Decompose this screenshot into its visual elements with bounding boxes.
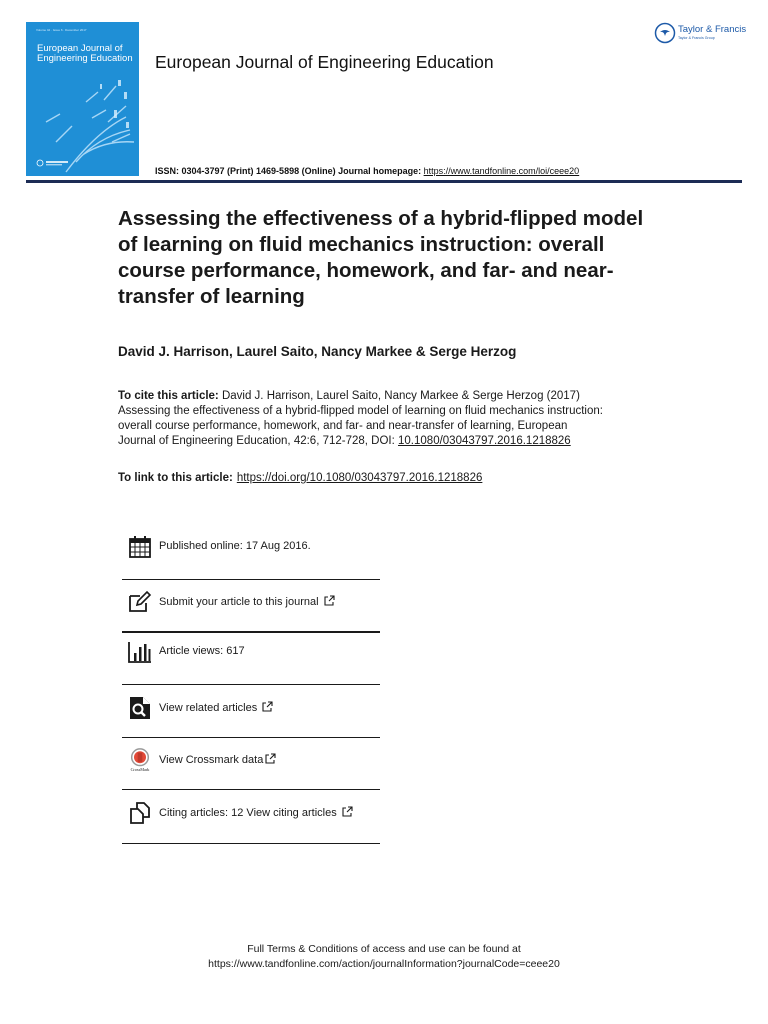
external-link-icon (342, 806, 353, 817)
citing-icon (128, 801, 152, 825)
related-articles-label: View related articles (159, 702, 258, 714)
article-authors: David J. Harrison, Laurel Saito, Nancy Markee & Serge Herzog (118, 344, 517, 359)
info-divider (122, 579, 380, 580)
info-divider (122, 684, 380, 685)
journal-cover-image (26, 22, 139, 176)
citing-articles-row[interactable] (122, 793, 380, 833)
cover-artwork (26, 22, 139, 176)
publisher-name: Taylor & Francis (678, 24, 747, 35)
article-doi-url[interactable]: https://doi.org/10.1080/03043797.2016.1218826 (236, 472, 483, 484)
submit-article-row[interactable] (122, 582, 380, 622)
article-views-row (122, 632, 380, 672)
citation-label: To cite this article: (118, 390, 219, 402)
crossmark-row[interactable] (122, 740, 380, 780)
publisher-subname: Taylor & Francis Group (678, 36, 715, 40)
crossmark-icon-label: CrossMark (130, 767, 150, 772)
journal-homepage-link[interactable]: https://www.tandfonline.com/loi/ceee20 (423, 166, 580, 176)
citation-block (118, 389, 608, 449)
article-link-label: To link to this article: (118, 472, 233, 484)
citation-doi-link[interactable]: 10.1080/03043797.2016.1218826 (398, 435, 571, 447)
external-link-icon (262, 701, 273, 712)
info-divider (122, 789, 380, 790)
crossmark-icon (128, 748, 152, 772)
citation-text: David J. Harrison, Laurel Saito, Nancy Markee & Serge Herzog (2017) Assessing the effectiveness of a hybrid-flipped model of learning on fluid mechanics instruction: overall course performance, homework, and far- and near-transfer of learning, European Journal of Engineering Education, 42:6, 712-728, DOI: (118, 390, 603, 447)
external-link-icon (265, 753, 276, 764)
published-online-text: Published online: 17 Aug 2016. (159, 540, 311, 552)
article-link-line (118, 472, 482, 484)
taylor-francis-icon (654, 22, 676, 44)
search-document-icon (128, 696, 152, 720)
related-articles-row[interactable] (122, 688, 380, 728)
crossmark-label: View Crossmark data (159, 754, 264, 766)
published-online-row (122, 527, 380, 567)
cover-issue-text: Volume 42 · Issue 6 · December 2017 (36, 28, 87, 32)
info-divider (122, 843, 380, 844)
issn-text: ISSN: 0304-3797 (Print) 1469-5898 (Online) Journal homepage: (155, 166, 424, 176)
publisher-logo (654, 22, 750, 48)
article-views-text: Article views: 617 (159, 645, 245, 657)
submit-article-link[interactable] (159, 595, 335, 608)
citing-articles-label: Citing articles: 12 View citing articles (159, 807, 337, 819)
external-link-icon (324, 595, 335, 606)
article-title: Assessing the effectiveness of a hybrid-flipped model of learning on fluid mechanics instruction: overall course performance, homework, and far- and near-transfer of learning (118, 207, 644, 308)
crossmark-link[interactable] (159, 753, 276, 766)
related-articles-link[interactable] (159, 701, 273, 714)
calendar-icon (128, 535, 152, 559)
info-divider (122, 737, 380, 738)
journal-title: European Journal of Engineering Education (155, 52, 494, 72)
submit-article-label: Submit your article to this journal (159, 596, 319, 608)
issn-line (155, 166, 579, 176)
citing-articles-link[interactable] (159, 806, 353, 819)
footer-line-1: Full Terms & Conditions of access and use can be found at (247, 943, 521, 955)
footer-terms-link[interactable]: https://www.tandfonline.com/action/journalInformation?journalCode=ceee20 (208, 958, 560, 970)
header-divider (26, 180, 742, 183)
bar-chart-icon (128, 640, 152, 664)
cover-title: European Journal of Engineering Education (37, 43, 133, 64)
footer-terms (0, 942, 768, 972)
edit-icon (128, 590, 152, 614)
